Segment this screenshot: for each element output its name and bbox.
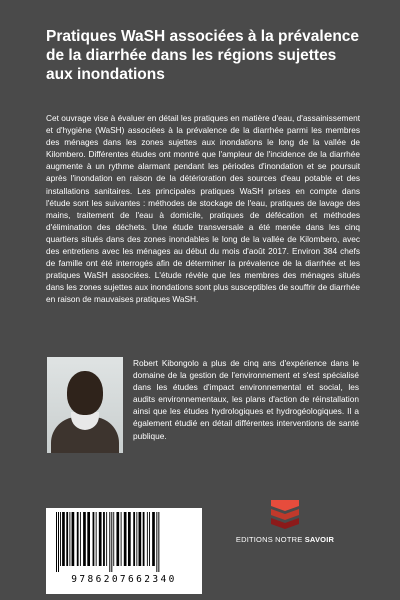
barcode-bar — [103, 512, 105, 566]
barcode-bar — [116, 512, 119, 566]
barcode-bar — [113, 512, 114, 566]
barcode-bar — [158, 512, 159, 572]
author-photo — [47, 357, 123, 453]
barcode-bar — [106, 512, 107, 566]
book-title: Pratiques WaSH associées à la prévalence de la diarrhée dans les régions sujettes aux inondations — [46, 28, 360, 83]
barcode-bar — [156, 512, 157, 572]
publisher-block — [225, 498, 345, 550]
barcode-bar — [60, 512, 61, 566]
barcode-bar — [99, 512, 102, 566]
publisher-name — [225, 535, 345, 544]
barcode-bar — [58, 512, 59, 572]
barcode-bar — [56, 512, 57, 572]
barcode-bar — [66, 512, 68, 566]
barcode-bar — [93, 512, 95, 566]
barcode-bars — [54, 512, 194, 572]
barcode-number: 9786207662340 — [71, 574, 177, 585]
publisher-name-prefix: EDITIONS NOTRE — [235, 535, 305, 544]
barcode-bar — [121, 512, 122, 566]
author-bio: Robert Kibongolo a plus de cinq ans d'expérience dans le domaine de la gestion de l'environnement et s'est spécialisé dans les études d'impact environnemental et social, les audits environnementaux, les plans d'action de réinstallation ainsi que les études hydrologiques et hydrogéologiques. Il a également étudié en détail différentes interventions de santé publique. — [133, 358, 359, 441]
barcode-bar — [96, 512, 97, 566]
barcode-bar — [143, 512, 145, 566]
barcode-bar — [139, 512, 142, 566]
barcode-bar — [109, 512, 110, 572]
isbn-barcode — [46, 508, 202, 594]
barcode-bar — [87, 512, 90, 566]
barcode-bar — [147, 512, 148, 566]
barcode-bar — [83, 512, 86, 566]
publisher-name-emphasis: SAVOIR — [304, 535, 335, 544]
barcode-bar — [80, 512, 81, 566]
barcode-bar — [133, 512, 135, 566]
barcode-bar — [72, 512, 75, 566]
publisher-logo-icon — [267, 498, 303, 532]
barcode-bar — [124, 512, 127, 566]
barcode-bar — [77, 512, 79, 566]
barcode-bar — [111, 512, 112, 572]
barcode-bar — [149, 512, 150, 566]
barcode-bar — [69, 512, 70, 566]
book-abstract: Cet ouvrage vise à évaluer en détail les pratiques en matière d'eau, d'assainissement et d'hygiène (WaSH) associées à la prévalence de la diarrhée parmi les membres des ménages dans les zones sujettes aux inondations le long de la vallée de Kilombero. Différentes études ont montré que l'ampleur de l'incidence de la diarrhée augmente à un rythme alarmant pendant les périodes d'inondation et se poursuit après l'inondation en raison de la détérioration des sources d'eau potable et des installations sanitaires. Les principales pratiques WaSH prises en compte dans l'étude sont les suivantes : méthodes de stockage de l'eau, pratiques de lavage des mains, traitement de l'eau à domicile, pratiques de défécation et méthodes d'élimination des déchets. Une étude transversale a été menée dans les cinq quartiers situés dans des zones inondables le long de la vallée de Kilombero, avec des entretiens avec les ménages au début du mois d'août 2017. Environ 384 chefs de famille ont été interrogés afin de déterminer la prévalence de la diarrhée et les pratiques WaSH associées. L'étude révèle que les membres des ménages situés dans les zones sujettes aux inondations sont plus susceptibles de souffrir de diarrhée en raison de mauvaises pratiques WaSH. — [46, 113, 360, 305]
barcode-bar — [136, 512, 137, 566]
barcode-bar — [128, 512, 131, 566]
barcode-bar — [62, 512, 65, 566]
barcode-bar — [152, 512, 155, 566]
